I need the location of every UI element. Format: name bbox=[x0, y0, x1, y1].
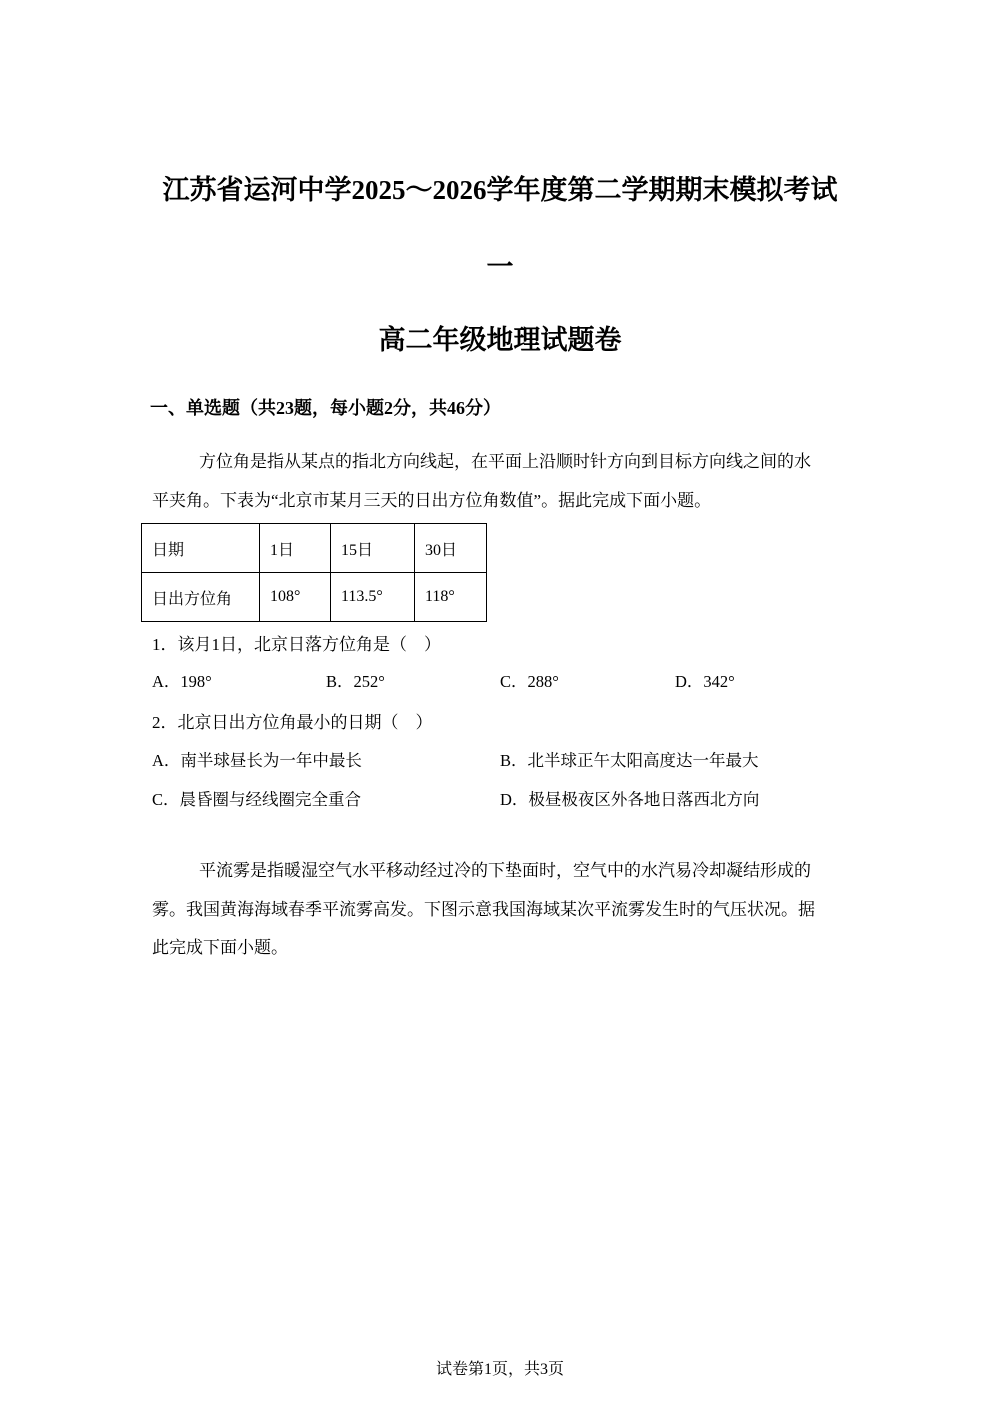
q1-option-d: D．342° bbox=[675, 672, 735, 691]
exam-title-line1: 江苏省运河中学2025～2026学年度第二学期期末模拟考试 bbox=[162, 175, 838, 205]
intro2-line1: 平流雾是指暖湿空气水平移动经过冷的下垫面时，空气中的水汽易冷却凝结形成的 bbox=[199, 861, 811, 880]
q2-option-b: B．北半球正午太阳高度达一年最大 bbox=[500, 751, 759, 770]
table-row bbox=[142, 573, 487, 622]
table-cell: 113.5° bbox=[331, 573, 415, 622]
table-cell: 15日 bbox=[331, 524, 415, 573]
table-cell: 日出方位角 bbox=[142, 573, 260, 622]
question-1-stem: 1．该月1日，北京日落方位角是（ ） bbox=[152, 635, 441, 654]
intro1-line2: 平夹角。下表为“北京市某月三天的日出方位角数值”。据此完成下面小题。 bbox=[152, 490, 712, 510]
exam-title-line2: 一 bbox=[486, 252, 514, 282]
q1-option-c: C．288° bbox=[500, 672, 559, 691]
q2-option-d: D．极昼极夜区外各地日落西北方向 bbox=[500, 790, 760, 809]
table-row bbox=[142, 524, 487, 573]
q1-option-b: B．252° bbox=[326, 672, 385, 691]
intro1-line1: 方位角是指从某点的指北方向线起，在平面上沿顺时针方向到目标方向线之间的水 bbox=[199, 452, 811, 471]
table-cell: 30日 bbox=[415, 524, 487, 573]
intro-paragraph-2 bbox=[152, 852, 852, 968]
q2-option-a: A．南半球昼长为一年中最长 bbox=[152, 751, 362, 770]
table-cell: 108° bbox=[260, 573, 331, 622]
section-heading: 一、单选题（共23题，每小题2分，共46分） bbox=[150, 398, 501, 418]
intro2-line2: 雾。我国黄海海域春季平流雾高发。下图示意我国海域某次平流雾发生时的气压状况。据 bbox=[152, 899, 815, 919]
exam-subtitle: 高二年级地理试题卷 bbox=[378, 325, 622, 355]
table-cell: 118° bbox=[415, 573, 487, 622]
intro2-line3: 此完成下面小题。 bbox=[152, 938, 288, 957]
q1-option-a: A．198° bbox=[152, 672, 212, 691]
table-cell: 1日 bbox=[260, 524, 331, 573]
question-2-stem: 2．北京日出方位角最小的日期（ ） bbox=[152, 713, 433, 732]
azimuth-table bbox=[141, 523, 487, 622]
page-footer: 试卷第1页，共3页 bbox=[435, 1361, 564, 1378]
intro-paragraph-1 bbox=[152, 443, 852, 520]
q2-option-c: C．晨昏圈与经线圈完全重合 bbox=[152, 790, 362, 809]
table-cell: 日期 bbox=[142, 524, 260, 573]
